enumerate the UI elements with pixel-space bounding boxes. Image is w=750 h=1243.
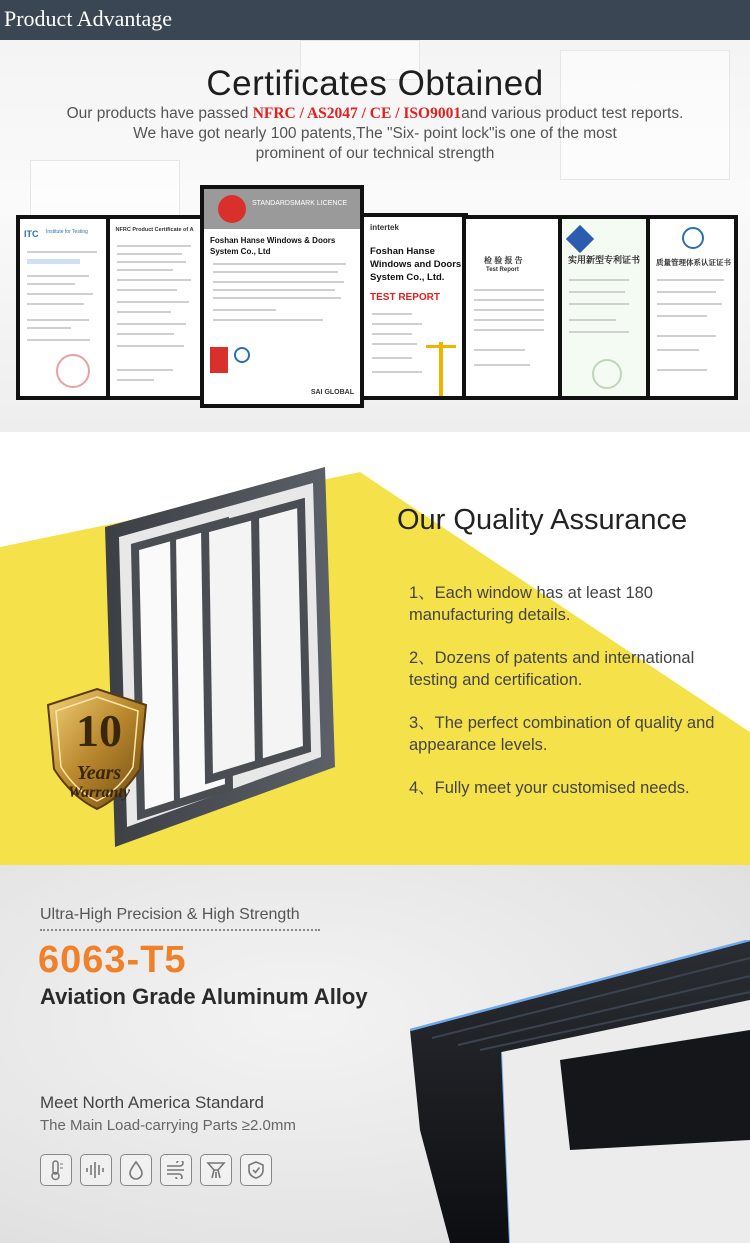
fire-resistant-icon — [200, 1154, 232, 1186]
warranty-label: Warranty — [68, 784, 130, 801]
standards-highlight: NFRC / AS2047 / CE / ISO9001 — [252, 105, 462, 122]
aluminum-section — [0, 865, 750, 1243]
quality-item: 2、Dozens of patents and international testing and certification. — [409, 649, 695, 689]
standard-text: Meet North America Standard — [40, 1093, 264, 1112]
certificate-standardsmark: STANDARDSMARK LICENCE Foshan Hanse Windows & Doors System Co., Ltd SAI GLOBAL — [200, 185, 364, 408]
certificates-section — [0, 40, 750, 432]
quality-section — [0, 432, 750, 865]
warranty-number: 10 — [76, 705, 122, 756]
soundwave-icon — [80, 1154, 112, 1186]
certificates-description: Our products have passed NFRC / AS2047 / CE / ISO9001and various product test reports. We have got nearly 100 patents,The "Six- point lock"is one of the most prominent of our technical strength — [66, 105, 684, 162]
warranty-years: Years — [76, 762, 122, 784]
certificate-intertek: intertek Foshan Hanse Windows and Doors System Co., Ltd. TEST REPORT — [360, 213, 468, 400]
certificate-gallery — [0, 185, 750, 415]
certificate-nfrc: NFRC Product Certificate of A — [106, 215, 206, 400]
section-header-title: Product Advantage — [4, 6, 173, 31]
certificate-iso: 质量管理体系认证证书 — [646, 215, 738, 400]
quality-item: 4、Fully meet your customised needs. — [409, 779, 690, 797]
certificate-test-report: 检 验 报 告 Test Report — [462, 215, 564, 400]
dotted-divider — [40, 929, 320, 931]
quality-item: 1、Each window has at least 180 manufacturing details. — [409, 584, 653, 624]
standardsmark-logo — [218, 195, 246, 223]
quality-list — [409, 582, 739, 820]
thermometer-icon — [40, 1154, 72, 1186]
alloy-name: Aviation Grade Aluminum Alloy — [40, 984, 368, 1009]
shield-icon — [240, 1154, 272, 1186]
wind-icon — [160, 1154, 192, 1186]
aluminum-frame-illustration — [410, 940, 750, 1243]
certificate-patent: 实用新型专利证书 — [558, 215, 652, 400]
quality-item: 3、The perfect combination of quality and appearance levels. — [409, 714, 715, 754]
section-header-bar — [0, 0, 750, 40]
certificates-title: Certificates Obtained — [206, 64, 544, 103]
load-text: The Main Load-carrying Parts ≥2.0mm — [40, 1117, 296, 1134]
water-drop-icon — [120, 1154, 152, 1186]
aluminum-subtitle: Ultra-High Precision & High Strength — [40, 906, 300, 923]
alloy-code: 6063-T5 — [38, 939, 187, 981]
certificate-itc: ITC Institute for Testing — [16, 215, 112, 400]
quality-title: Our Quality Assurance — [397, 504, 688, 536]
